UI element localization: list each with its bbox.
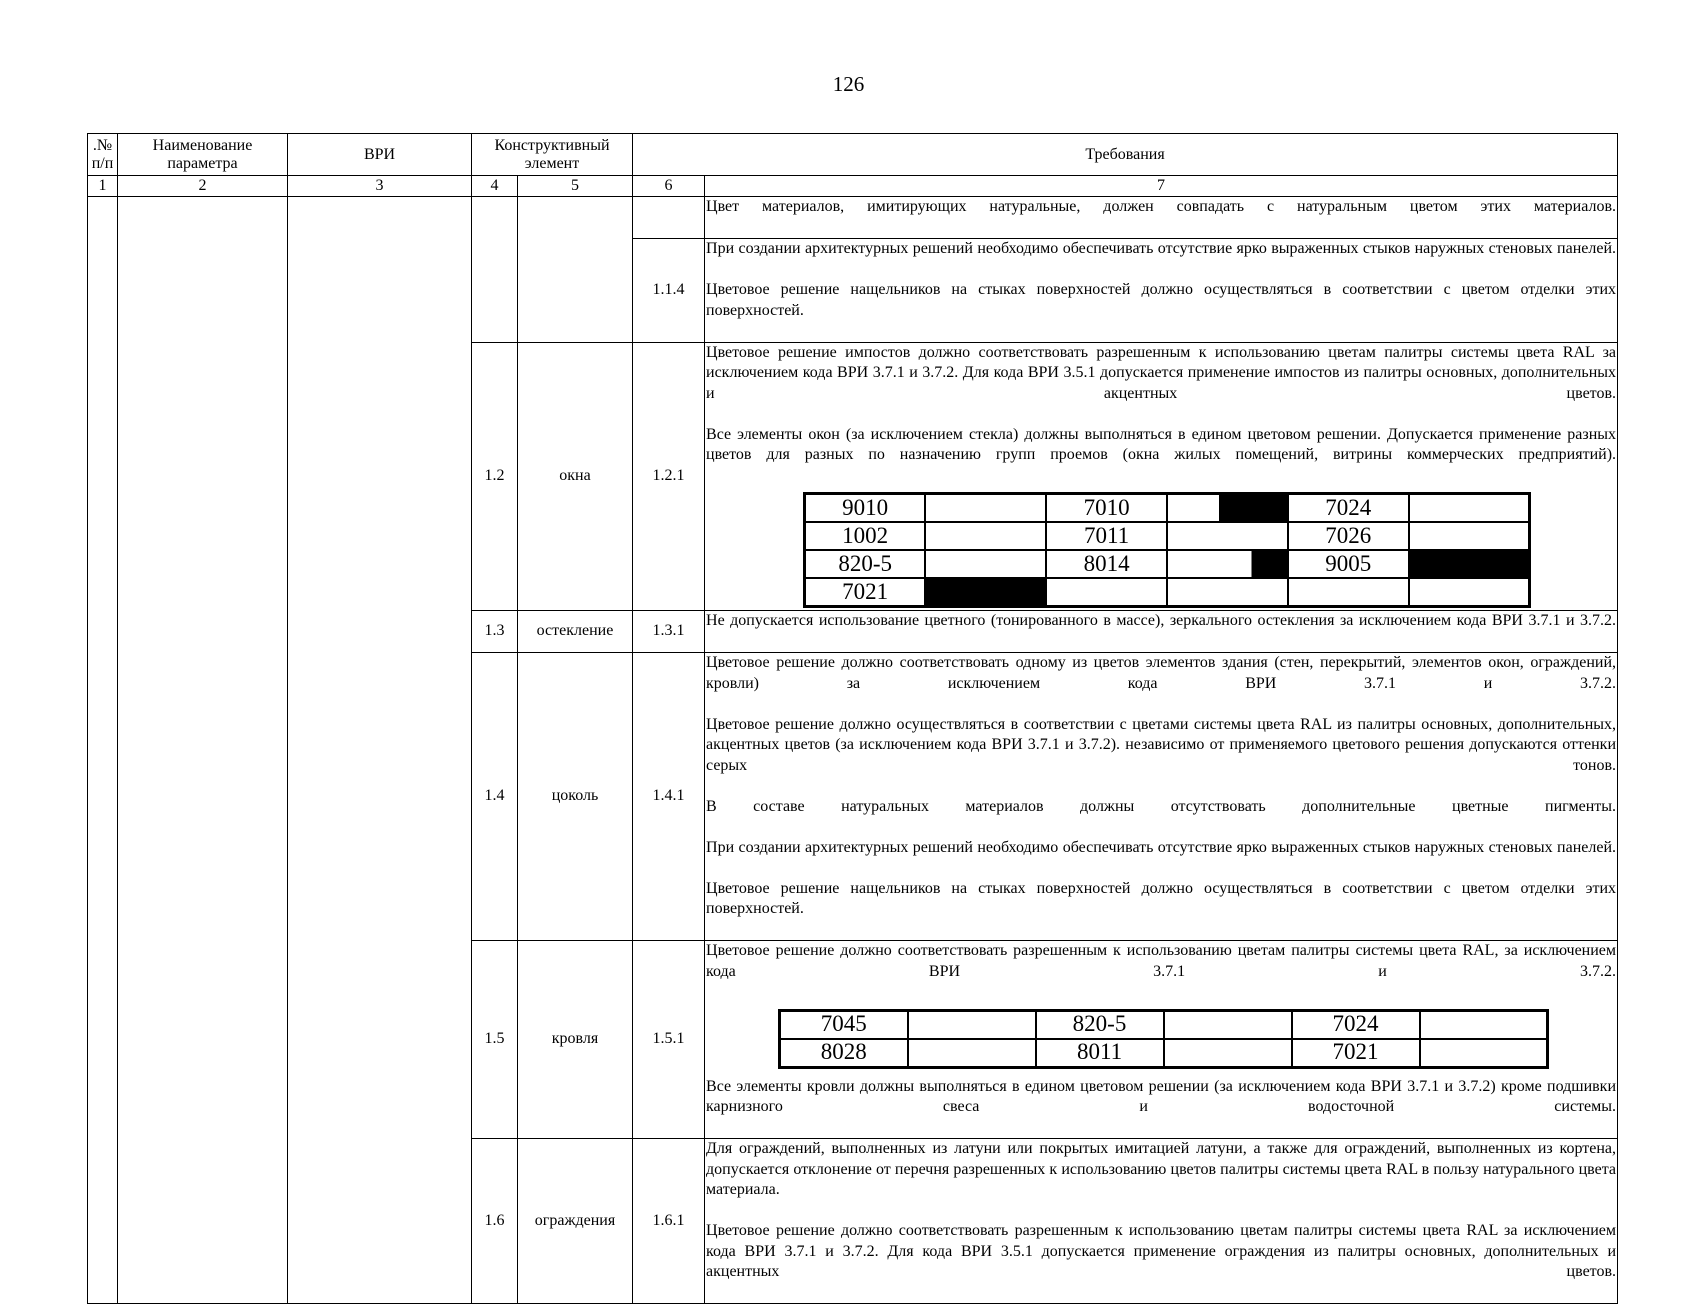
okna-requirement-text: [705, 342, 1618, 611]
osteklenie-num: 1.3: [472, 611, 518, 653]
swatch-color: [1420, 1010, 1548, 1039]
swatch-empty: [1167, 578, 1288, 607]
col-num-1: 1: [88, 176, 118, 197]
swatch-code: 9010: [805, 494, 926, 523]
swatch-color: [925, 522, 1046, 550]
swatch-code: 7026: [1288, 522, 1409, 550]
tsokol-code: 1.4.1: [633, 653, 705, 941]
cell-param-empty: [118, 197, 288, 1304]
osteklenie-code: 1.3.1: [633, 611, 705, 653]
col-num-4: 4: [472, 176, 518, 197]
requirement-paragraph: Цветовое решение импостов должно соответствовать разрешенным к использованию цветам палитры системы цвета RAL за исключением кода ВРИ 3.7.1 и 3.7.2. Для кода ВРИ 3.5.1 допускается применение импостов из палитры основных, дополнительных и акцентных цветов.: [706, 343, 1617, 402]
tsokol-num: 1.4: [472, 653, 518, 941]
swatch-color: [1409, 494, 1530, 523]
ograzhdeniya-requirement-text: [705, 1139, 1618, 1304]
swatch-color: [1420, 1039, 1548, 1068]
col-num-7: 7: [705, 176, 1618, 197]
col-num-6: 6: [633, 176, 705, 197]
swatch-empty: [1288, 578, 1409, 607]
cell-num-empty: [472, 197, 518, 343]
header-requirements: Требования: [633, 134, 1618, 176]
page-number: 126: [832, 72, 865, 96]
swatch-code: 8028: [780, 1039, 908, 1068]
requirement-paragraph: Цветовое решение должно соответствовать одному из цветов элементов здания (стен, перекрытий, элементов окон, ограждений, кровли) за исключением кода ВРИ 3.7.1 и 3.7.2.: [706, 654, 1617, 692]
swatch-code: 7010: [1046, 494, 1167, 523]
okna-code: 1.2.1: [633, 342, 705, 611]
krovlya-swatch-table: [778, 1009, 1549, 1069]
okna-name: окна: [518, 342, 633, 611]
swatch-color: [908, 1010, 1036, 1039]
tsokol-name: цоколь: [518, 653, 633, 941]
cell-vri-empty: [288, 197, 472, 1304]
header-no: .№ п/п: [88, 134, 118, 176]
swatch-code: 7045: [780, 1010, 908, 1039]
swatch-color: [925, 550, 1046, 578]
swatch-code: 820-5: [805, 550, 926, 578]
column-numbers-row: [88, 176, 1618, 197]
krovlya-code: 1.5.1: [633, 941, 705, 1139]
swatch-code: 7021: [805, 578, 926, 607]
swatch-color: [1164, 1010, 1292, 1039]
swatch-code: 1002: [805, 522, 926, 550]
requirement-paragraph: Цветовое решение должно осуществляться в соответствии с цветами системы цвета RAL из палитры основных, дополнительных, акцентных цветов (за исключением кода ВРИ 3.7.1 и 3.7.2). независимо от применяемого цветового решения допускаются оттенки серых тонов.: [706, 715, 1617, 774]
row-code: 1.1.4: [633, 239, 705, 343]
row-code: [633, 197, 705, 239]
requirements-table: [87, 133, 1618, 1304]
swatch-empty: [1409, 578, 1530, 607]
swatch-code: 9005: [1288, 550, 1409, 578]
requirement-paragraph: В составе натуральных материалов должны отсутствовать дополнительные цветные пигменты.: [706, 797, 1617, 815]
swatch-code: 7024: [1292, 1010, 1420, 1039]
header-element: Конструктивный элемент: [472, 134, 633, 176]
okna-swatch-block: [706, 486, 1616, 610]
ograzhdeniya-code: 1.6.1: [633, 1139, 705, 1304]
ograzhdeniya-name: ограждения: [518, 1139, 633, 1304]
cell-no-empty: [88, 197, 118, 1304]
swatch-color: [908, 1039, 1036, 1068]
col-num-2: 2: [118, 176, 288, 197]
requirement-text: [705, 197, 1618, 239]
osteklenie-name: остекление: [518, 611, 633, 653]
okna-num: 1.2: [472, 342, 518, 611]
okna-swatch-table: [803, 492, 1531, 608]
requirement-paragraph: Цветовое решение должно соответствовать разрешенным к использованию цветам палитры системы цвета RAL за исключением кода ВРИ 3.7.1 и 3.7.2. Для кода ВРИ 3.5.1 допускается применение ограждения из палитры основных, дополнительных и акцентных цветов.: [706, 1222, 1617, 1280]
krovlya-swatch-block: [706, 1003, 1616, 1077]
header-vri: ВРИ: [288, 134, 472, 176]
krovlya-num: 1.5: [472, 941, 518, 1139]
osteklenie-requirement-text: [705, 611, 1618, 653]
header-param: Наименование параметра: [118, 134, 288, 176]
requirement-paragraph: Не допускается использование цветного (тонированного в массе), зеркального остекления за исключением кода ВРИ 3.7.1 и 3.7.2.: [706, 612, 1617, 629]
requirement-text: [705, 239, 1618, 343]
swatch-code: 8014: [1046, 550, 1167, 578]
requirement-paragraph: Все элементы окон (за исключением стекла) должны выполняться в едином цветовом решении. Допускается применение разных цветов для разных по назначению групп проемов (окна жилых помещений, витрины коммерческих предприятий).: [706, 425, 1617, 463]
swatch-code: 7011: [1046, 522, 1167, 550]
swatch-color: [1164, 1039, 1292, 1068]
requirement-paragraph: При создании архитектурных решений необходимо обеспечивать отсутствие ярко выраженных стыков наружных стеновых панелей.: [706, 240, 1617, 257]
swatch-empty: [1046, 578, 1167, 607]
krovlya-name: кровля: [518, 941, 633, 1139]
swatch-color: [925, 494, 1046, 523]
swatch-code: 820-5: [1036, 1010, 1164, 1039]
col-num-5: 5: [518, 176, 633, 197]
cell-name-empty: [518, 197, 633, 343]
swatch-color: [925, 578, 1046, 607]
requirement-paragraph: Цветовое решение должно соответствовать разрешенным к использованию цветам палитры системы цвета RAL, за исключением кода ВРИ 3.7.1 и 3.7.2.: [706, 942, 1617, 980]
requirement-paragraph: Все элементы кровли должны выполняться в едином цветовом решении (за исключением кода ВРИ 3.7.1 и 3.7.2) кроме подшивки карнизного свеса и водосточной системы.: [706, 1077, 1617, 1115]
requirement-paragraph: Для ограждений, выполненных из латуни или покрытых имитацией латуни, а также для ограждений, выполненных из кортена, допускается отклонение от перечня разрешенных к использованию цветов палитры системы цвета RAL в пользу натурального цвета материала.: [706, 1140, 1617, 1198]
requirement-paragraph: При создании архитектурных решений необходимо обеспечивать отсутствие ярко выраженных стыков наружных стеновых панелей.: [706, 838, 1617, 856]
swatch-color: [1167, 494, 1288, 523]
swatch-color: [1409, 550, 1530, 578]
col-num-3: 3: [288, 176, 472, 197]
swatch-color: [1167, 550, 1288, 578]
swatch-code: 8011: [1036, 1039, 1164, 1068]
ograzhdeniya-num: 1.6: [472, 1139, 518, 1304]
krovlya-requirement-text: [705, 941, 1618, 1139]
tsokol-requirement-text: [705, 653, 1618, 941]
requirement-paragraph: Цветовое решение нащельников на стыках поверхностей должно осуществляться в соответствии с цветом отделки этих поверхностей.: [706, 281, 1617, 319]
requirement-paragraph: Цвет материалов, имитирующих натуральные, должен совпадать с натуральным цветом этих материалов.: [706, 198, 1617, 215]
swatch-color: [1167, 522, 1288, 550]
swatch-code: 7021: [1292, 1039, 1420, 1068]
swatch-color: [1409, 522, 1530, 550]
table-row: [88, 197, 1618, 239]
requirement-paragraph: Цветовое решение нащельников на стыках поверхностей должно осуществляться в соответствии с цветом отделки этих поверхностей.: [706, 879, 1617, 917]
swatch-code: 7024: [1288, 494, 1409, 523]
